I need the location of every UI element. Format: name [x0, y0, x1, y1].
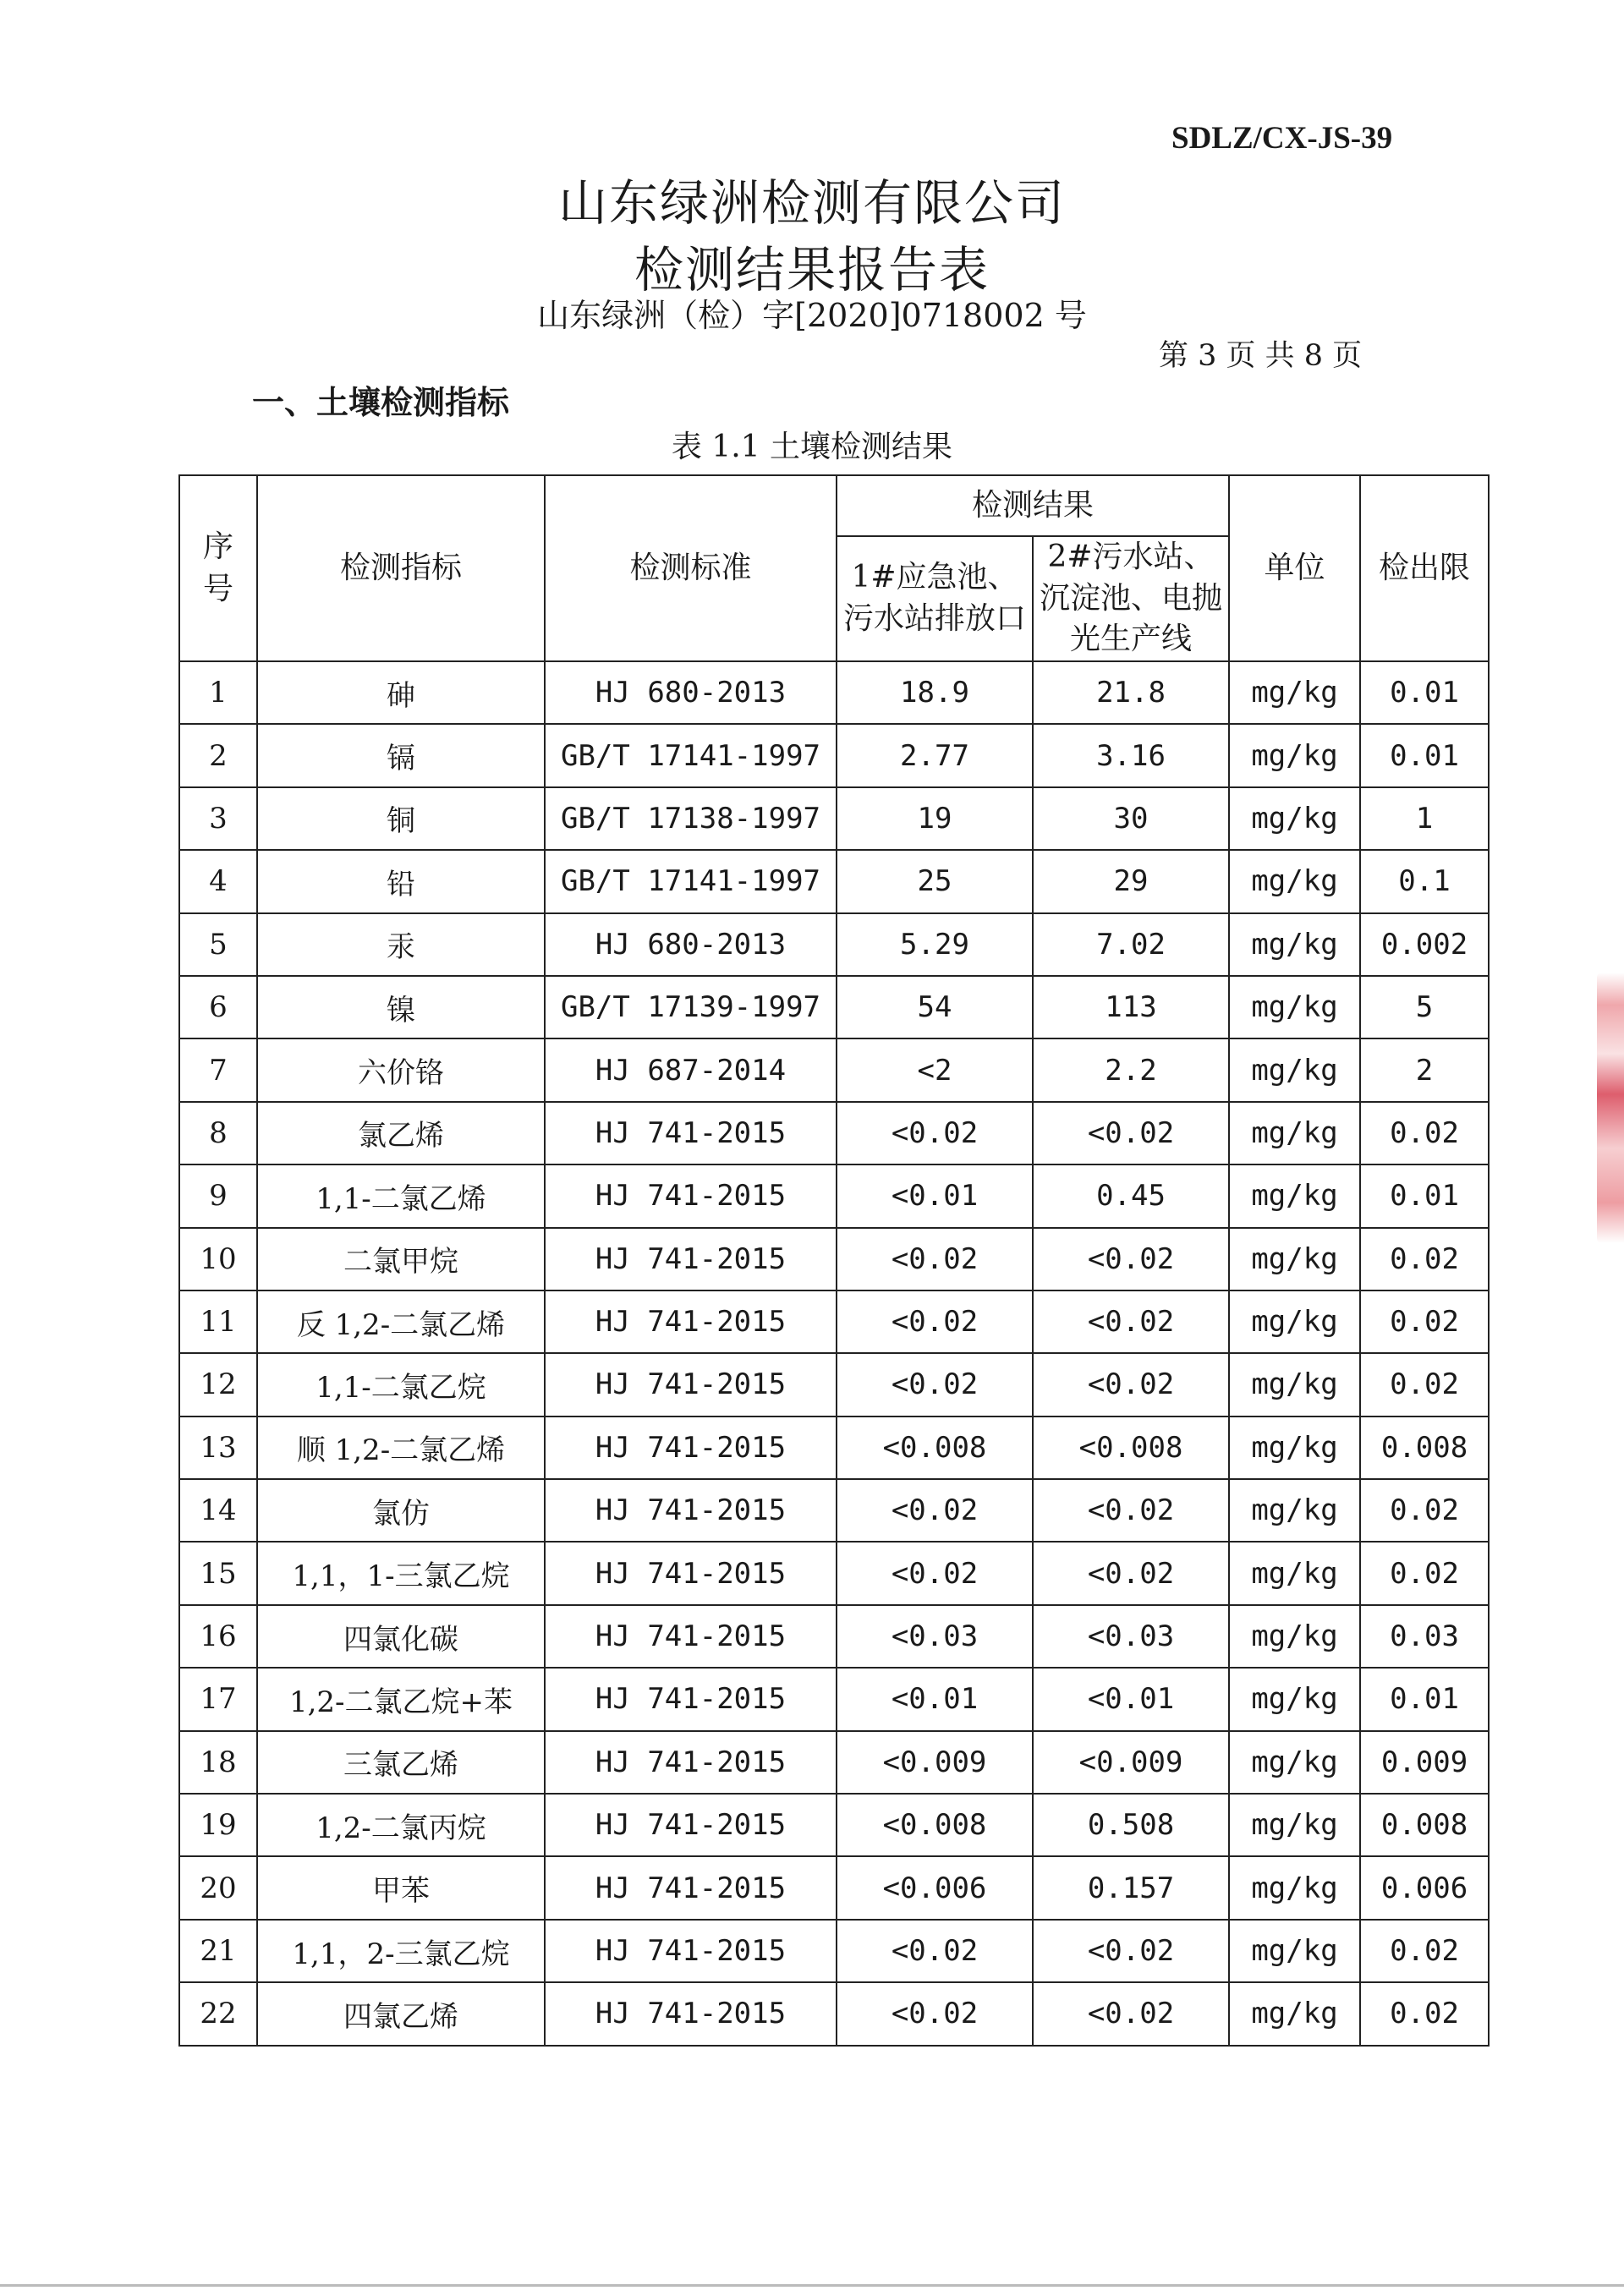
- cell-standard: GB/T 17139-1997: [545, 976, 837, 1038]
- cell-result-site-2: 2.2: [1033, 1038, 1229, 1101]
- cell-unit: mg/kg: [1229, 724, 1360, 786]
- table-row: [179, 1417, 1489, 1479]
- cell-result-site-1: <0.009: [837, 1731, 1033, 1794]
- cell-seq: 19: [179, 1794, 257, 1856]
- cell-standard: HJ 741-2015: [545, 1856, 837, 1919]
- cell-indicator: 六价铬: [257, 1038, 545, 1101]
- report-number: 山东绿洲（检）字[2020]0718002 号: [537, 297, 1087, 334]
- cell-standard: HJ 741-2015: [545, 1982, 837, 2045]
- cell-limit: 1: [1360, 787, 1489, 850]
- cell-result-site-2: <0.02: [1033, 1290, 1229, 1353]
- cell-result-site-1: <0.02: [837, 1290, 1033, 1353]
- cell-result-site-1: <0.02: [837, 1353, 1033, 1416]
- header-site-1: 1#应急池、污水站排放口: [837, 536, 1033, 661]
- header-unit: 单位: [1229, 475, 1360, 661]
- cell-result-site-2: 29: [1033, 850, 1229, 912]
- cell-seq: 3: [179, 787, 257, 850]
- cell-result-site-2: <0.02: [1033, 1920, 1229, 1982]
- cell-standard: HJ 741-2015: [545, 1479, 837, 1542]
- cell-unit: mg/kg: [1229, 1353, 1360, 1416]
- cell-limit: 0.02: [1360, 1920, 1489, 1982]
- cell-indicator: 镍: [257, 976, 545, 1038]
- cell-indicator: 顺 1,2-二氯乙烯: [257, 1417, 545, 1479]
- cell-result-site-1: 18.9: [837, 661, 1033, 724]
- cell-limit: 0.009: [1360, 1731, 1489, 1794]
- cell-result-site-2: 0.508: [1033, 1794, 1229, 1856]
- cell-unit: mg/kg: [1229, 787, 1360, 850]
- cell-standard: HJ 741-2015: [545, 1794, 837, 1856]
- cell-standard: HJ 741-2015: [545, 1102, 837, 1164]
- table-row: [179, 661, 1489, 724]
- cell-seq: 18: [179, 1731, 257, 1794]
- cell-seq: 8: [179, 1102, 257, 1164]
- cell-standard: HJ 741-2015: [545, 1605, 837, 1668]
- page-number: 第 3 页 共 8 页: [1159, 339, 1363, 373]
- cell-unit: mg/kg: [1229, 1164, 1360, 1227]
- cell-unit: mg/kg: [1229, 1102, 1360, 1164]
- cell-result-site-1: <0.02: [837, 1102, 1033, 1164]
- cell-limit: 0.01: [1360, 1164, 1489, 1227]
- cell-result-site-1: <0.01: [837, 1164, 1033, 1227]
- cell-unit: mg/kg: [1229, 1479, 1360, 1542]
- cell-indicator: 四氯化碳: [257, 1605, 545, 1668]
- cell-result-site-1: <0.008: [837, 1417, 1033, 1479]
- cell-limit: 0.02: [1360, 1479, 1489, 1542]
- table-row: [179, 724, 1489, 786]
- cell-unit: mg/kg: [1229, 976, 1360, 1038]
- cell-seq: 14: [179, 1479, 257, 1542]
- table-row: [179, 1668, 1489, 1730]
- cell-standard: HJ 680-2013: [545, 661, 837, 724]
- cell-unit: mg/kg: [1229, 1228, 1360, 1290]
- cell-standard: HJ 741-2015: [545, 1668, 837, 1730]
- cell-unit: mg/kg: [1229, 1668, 1360, 1730]
- header-results: 检测结果: [837, 475, 1229, 536]
- cell-result-site-1: <0.02: [837, 1982, 1033, 2045]
- header-indicator: 检测指标: [257, 475, 545, 661]
- cell-limit: 0.01: [1360, 661, 1489, 724]
- table-caption: 表 1.1 土壤检测结果: [671, 430, 953, 464]
- cell-indicator: 砷: [257, 661, 545, 724]
- table-row: [179, 1353, 1489, 1416]
- table-row: [179, 1479, 1489, 1542]
- cell-indicator: 1,2-二氯乙烷+苯: [257, 1668, 545, 1730]
- cell-limit: 0.02: [1360, 1228, 1489, 1290]
- cell-result-site-2: 3.16: [1033, 724, 1229, 786]
- cell-seq: 20: [179, 1856, 257, 1919]
- cell-unit: mg/kg: [1229, 1605, 1360, 1668]
- cell-result-site-1: 54: [837, 976, 1033, 1038]
- cell-unit: mg/kg: [1229, 1920, 1360, 1982]
- cell-standard: HJ 741-2015: [545, 1290, 837, 1353]
- cell-result-site-1: <0.02: [837, 1920, 1033, 1982]
- cell-unit: mg/kg: [1229, 1982, 1360, 2045]
- cell-seq: 17: [179, 1668, 257, 1730]
- cell-seq: 12: [179, 1353, 257, 1416]
- cell-indicator: 二氯甲烷: [257, 1228, 545, 1290]
- table-body: [179, 661, 1489, 2046]
- cell-result-site-2: 113: [1033, 976, 1229, 1038]
- cell-seq: 1: [179, 661, 257, 724]
- cell-seq: 9: [179, 1164, 257, 1227]
- cell-seq: 16: [179, 1605, 257, 1668]
- cell-seq: 13: [179, 1417, 257, 1479]
- cell-limit: 0.008: [1360, 1417, 1489, 1479]
- cell-standard: HJ 741-2015: [545, 1228, 837, 1290]
- cell-standard: HJ 741-2015: [545, 1542, 837, 1604]
- cell-indicator: 甲苯: [257, 1856, 545, 1919]
- cell-result-site-1: <0.03: [837, 1605, 1033, 1668]
- red-seal-stamp: [1597, 973, 1624, 1243]
- cell-indicator: 汞: [257, 913, 545, 976]
- cell-indicator: 氯仿: [257, 1479, 545, 1542]
- cell-indicator: 四氯乙烯: [257, 1982, 545, 2045]
- cell-unit: mg/kg: [1229, 661, 1360, 724]
- cell-result-site-1: <0.02: [837, 1228, 1033, 1290]
- cell-seq: 6: [179, 976, 257, 1038]
- cell-indicator: 1,1，1-三氯乙烷: [257, 1542, 545, 1604]
- cell-unit: mg/kg: [1229, 1290, 1360, 1353]
- cell-limit: 0.02: [1360, 1102, 1489, 1164]
- cell-unit: mg/kg: [1229, 1794, 1360, 1856]
- cell-result-site-2: <0.03: [1033, 1605, 1229, 1668]
- cell-indicator: 氯乙烯: [257, 1102, 545, 1164]
- cell-result-site-2: 21.8: [1033, 661, 1229, 724]
- cell-unit: mg/kg: [1229, 1856, 1360, 1919]
- cell-indicator: 铜: [257, 787, 545, 850]
- header-standard: 检测标准: [545, 475, 837, 661]
- cell-limit: 0.006: [1360, 1856, 1489, 1919]
- cell-seq: 5: [179, 913, 257, 976]
- cell-unit: mg/kg: [1229, 1038, 1360, 1101]
- table-row: [179, 1228, 1489, 1290]
- table-row: [179, 1856, 1489, 1919]
- cell-result-site-2: <0.02: [1033, 1228, 1229, 1290]
- cell-standard: HJ 741-2015: [545, 1731, 837, 1794]
- cell-result-site-2: <0.009: [1033, 1731, 1229, 1794]
- cell-result-site-2: <0.02: [1033, 1479, 1229, 1542]
- cell-result-site-2: <0.02: [1033, 1542, 1229, 1604]
- table-row: [179, 1542, 1489, 1604]
- cell-result-site-1: 5.29: [837, 913, 1033, 976]
- cell-seq: 7: [179, 1038, 257, 1101]
- cell-seq: 4: [179, 850, 257, 912]
- cell-limit: 0.02: [1360, 1353, 1489, 1416]
- cell-limit: 5: [1360, 976, 1489, 1038]
- cell-result-site-1: 19: [837, 787, 1033, 850]
- table-row: [179, 1605, 1489, 1668]
- table-row: [179, 1102, 1489, 1164]
- cell-result-site-2: <0.02: [1033, 1982, 1229, 2045]
- table-row: [179, 1164, 1489, 1227]
- cell-result-site-1: <0.01: [837, 1668, 1033, 1730]
- table-row: [179, 1731, 1489, 1794]
- cell-seq: 21: [179, 1920, 257, 1982]
- cell-result-site-2: <0.02: [1033, 1353, 1229, 1416]
- cell-indicator: 1,2-二氯丙烷: [257, 1794, 545, 1856]
- cell-indicator: 1,1-二氯乙烷: [257, 1353, 545, 1416]
- table-row: [179, 1290, 1489, 1353]
- header-limit: 检出限: [1360, 475, 1489, 661]
- report-title: 检测结果报告表: [634, 241, 990, 299]
- cell-result-site-2: <0.01: [1033, 1668, 1229, 1730]
- cell-standard: HJ 741-2015: [545, 1164, 837, 1227]
- cell-indicator: 1,1-二氯乙烯: [257, 1164, 545, 1227]
- cell-limit: 0.02: [1360, 1290, 1489, 1353]
- cell-indicator: 镉: [257, 724, 545, 786]
- cell-standard: GB/T 17141-1997: [545, 724, 837, 786]
- cell-indicator: 铅: [257, 850, 545, 912]
- cell-standard: HJ 680-2013: [545, 913, 837, 976]
- soil-results-table: [178, 474, 1490, 2047]
- table-row: [179, 976, 1489, 1038]
- cell-seq: 22: [179, 1982, 257, 2045]
- cell-result-site-2: 7.02: [1033, 913, 1229, 976]
- cell-result-site-1: <2: [837, 1038, 1033, 1101]
- cell-indicator: 1,1，2-三氯乙烷: [257, 1920, 545, 1982]
- cell-limit: 0.01: [1360, 1668, 1489, 1730]
- cell-unit: mg/kg: [1229, 1542, 1360, 1604]
- cell-result-site-1: <0.02: [837, 1542, 1033, 1604]
- table-row: [179, 913, 1489, 976]
- table-row: [179, 1982, 1489, 2045]
- cell-limit: 0.008: [1360, 1794, 1489, 1856]
- cell-standard: HJ 741-2015: [545, 1417, 837, 1479]
- cell-result-site-1: <0.02: [837, 1479, 1033, 1542]
- header-seq: 序号: [179, 475, 257, 661]
- page-edge-line: [0, 2284, 1624, 2287]
- cell-result-site-2: 0.157: [1033, 1856, 1229, 1919]
- cell-unit: mg/kg: [1229, 913, 1360, 976]
- cell-limit: 0.02: [1360, 1542, 1489, 1604]
- cell-result-site-2: 0.45: [1033, 1164, 1229, 1227]
- table-row: [179, 1920, 1489, 1982]
- cell-standard: HJ 687-2014: [545, 1038, 837, 1101]
- cell-limit: 0.002: [1360, 913, 1489, 976]
- cell-result-site-2: <0.008: [1033, 1417, 1229, 1479]
- cell-standard: GB/T 17141-1997: [545, 850, 837, 912]
- cell-unit: mg/kg: [1229, 850, 1360, 912]
- cell-unit: mg/kg: [1229, 1417, 1360, 1479]
- header-site-2: 2#污水站、沉淀池、电抛光生产线: [1033, 536, 1229, 661]
- cell-seq: 2: [179, 724, 257, 786]
- cell-indicator: 反 1,2-二氯乙烯: [257, 1290, 545, 1353]
- cell-result-site-1: 2.77: [837, 724, 1033, 786]
- cell-standard: GB/T 17138-1997: [545, 787, 837, 850]
- cell-indicator: 三氯乙烯: [257, 1731, 545, 1794]
- cell-seq: 10: [179, 1228, 257, 1290]
- cell-result-site-1: <0.008: [837, 1794, 1033, 1856]
- cell-limit: 0.02: [1360, 1982, 1489, 2045]
- section-title: 一、土壤检测指标: [252, 383, 510, 421]
- cell-limit: 0.03: [1360, 1605, 1489, 1668]
- cell-limit: 0.1: [1360, 850, 1489, 912]
- cell-result-site-2: <0.02: [1033, 1102, 1229, 1164]
- cell-standard: HJ 741-2015: [545, 1920, 837, 1982]
- table-row: [179, 1794, 1489, 1856]
- cell-result-site-1: 25: [837, 850, 1033, 912]
- cell-seq: 15: [179, 1542, 257, 1604]
- cell-seq: 11: [179, 1290, 257, 1353]
- table-row: [179, 850, 1489, 912]
- cell-limit: 0.01: [1360, 724, 1489, 786]
- cell-result-site-2: 30: [1033, 787, 1229, 850]
- table-row: [179, 787, 1489, 850]
- cell-unit: mg/kg: [1229, 1731, 1360, 1794]
- table-row: [179, 1038, 1489, 1101]
- cell-limit: 2: [1360, 1038, 1489, 1101]
- document-code: SDLZ/CX-JS-39: [1171, 121, 1393, 156]
- company-name: 山东绿洲检测有限公司: [557, 174, 1066, 232]
- cell-standard: HJ 741-2015: [545, 1353, 837, 1416]
- cell-result-site-1: <0.006: [837, 1856, 1033, 1919]
